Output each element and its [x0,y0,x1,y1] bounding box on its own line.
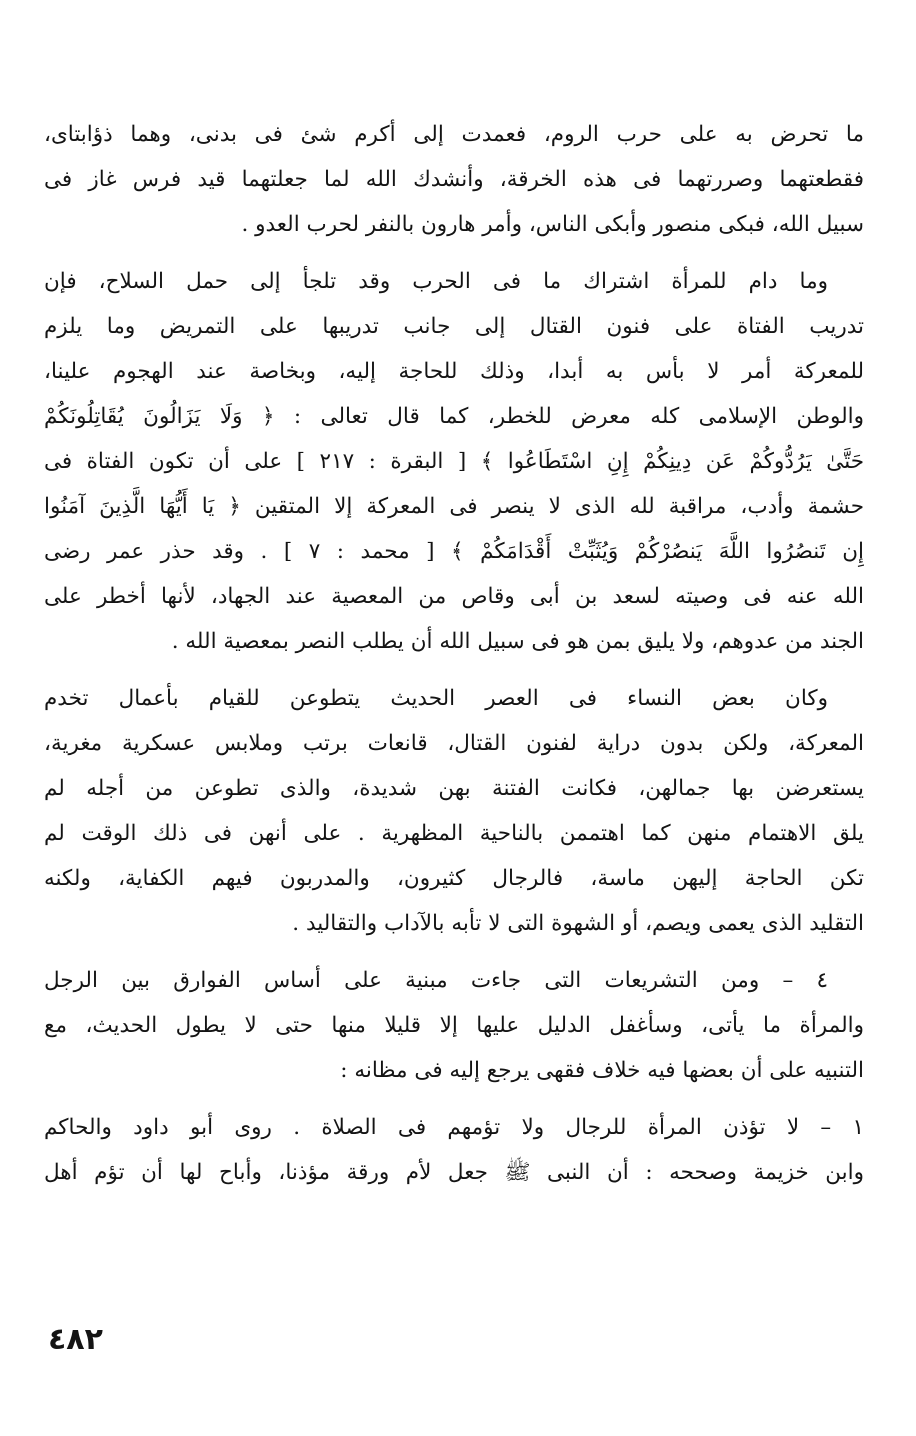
page-number: ٤٨٢ [48,1322,103,1357]
text-line: للمعركة أمر لا بأس به أبدا، وذلك للحاجة إليه، وبخاصة عند الهجوم علينا، [44,359,864,384]
text-line: يلق الاهتمام منهن كما اهتممن بالناحية المظهرية . على أنهن فى ذلك الوقت لم [44,821,864,846]
text-line: ٤ – ومن التشريعات التى جاءت مبنية على أساس الفوارق بين الرجل [44,968,828,993]
text-line: يستعرضن بها جمالهن، فكانت الفتنة بهن شديدة، والذى تطوعن من أجله لم [44,776,864,801]
text-line: تدريب الفتاة على فنون القتال إلى جانب تدريبها على التمريض وما يلزم [44,314,864,339]
text-line: حَتَّىٰ يَرُدُّوكُمْ عَن دِينِكُمْ إِنِ اسْتَطَاعُوا ﴾ [ البقرة : ٢١٧ ] على أن تكون الفتاة فى [44,449,864,474]
text-line: وما دام للمرأة اشتراك ما فى الحرب وقد تلجأ إلى حمل السلاح، فإن [44,269,828,294]
text-line: التنبيه على أن بعضها فيه خلاف فقهى يرجع إليه فى مظانه : [340,1058,864,1083]
text-line: ١ – لا تؤذن المرأة للرجال ولا تؤمهم فى الصلاة . روى أبو داود والحاكم [44,1115,864,1140]
paragraph-3 [44,676,864,946]
text-line: حشمة وأدب، مراقبة لله الذى لا ينصر فى المعركة إلا المتقين ﴿ يَا أَيُّهَا الَّذِينَ آمَنُوا [44,494,864,519]
text-line: إِن تَنصُرُوا اللَّهَ يَنصُرْكُمْ وَيُثَبِّتْ أَقْدَامَكُمْ ﴾ [ محمد : ٧ ] . وقد حذر عمر رضى [44,539,864,564]
text-line: الله عنه فى وصيته لسعد بن أبى وقاص من المعصية عند الجهاد، لأنها أخطر على [44,584,864,609]
paragraph-5 [44,1105,864,1195]
paragraph-4 [44,958,864,1093]
text-line: وكان بعض النساء فى العصر الحديث يتطوعن للقيام بأعمال تخدم [44,686,828,711]
paragraph-2 [44,259,864,664]
page-body [44,112,864,1302]
text-line: والوطن الإسلامى كله معرض للخطر، كما قال تعالى : ﴿ وَلَا يَزَالُونَ يُقَاتِلُونَكُمْ [44,404,864,429]
text-line: التقليد الذى يعمى ويصم، أو الشهوة التى لا تأبه بالآداب والتقاليد . [292,911,864,936]
paragraph-1 [44,112,864,247]
text-line: ما تحرض به على حرب الروم، فعمدت إلى أكرم شئ فى بدنى، وهما ذؤابتاى، [44,122,864,147]
text-line: تكن الحاجة إليهن ماسة، فالرجال كثيرون، والمدربون فيهم الكفاية، ولكنه [44,866,864,891]
text-line: والمرأة ما يأتى، وسأغفل الدليل عليها إلا قليلا منها حتى لا يطول الحديث، مع [44,1013,864,1038]
text-line: المعركة، ولكن بدون دراية لفنون القتال، قانعات برتب وملابس عسكرية مغرية، [44,731,864,756]
text-line: وابن خزيمة وصححه : أن النبى ﷺ جعل لأم ورقة مؤذنا، وأباح لها أن تؤم أهل [44,1160,864,1185]
text-line: الجند من عدوهم، ولا يليق بمن هو فى سبيل الله أن يطلب النصر بمعصية الله . [171,629,864,654]
text-line: سبيل الله، فبكى منصور وأبكى الناس، وأمر هارون بالنفر لحرب العدو . [241,212,864,237]
text-line: فقطعتهما وصررتهما فى هذه الخرقة، وأنشدك الله لما جعلتهما قيد فرس غاز فى [44,167,864,192]
